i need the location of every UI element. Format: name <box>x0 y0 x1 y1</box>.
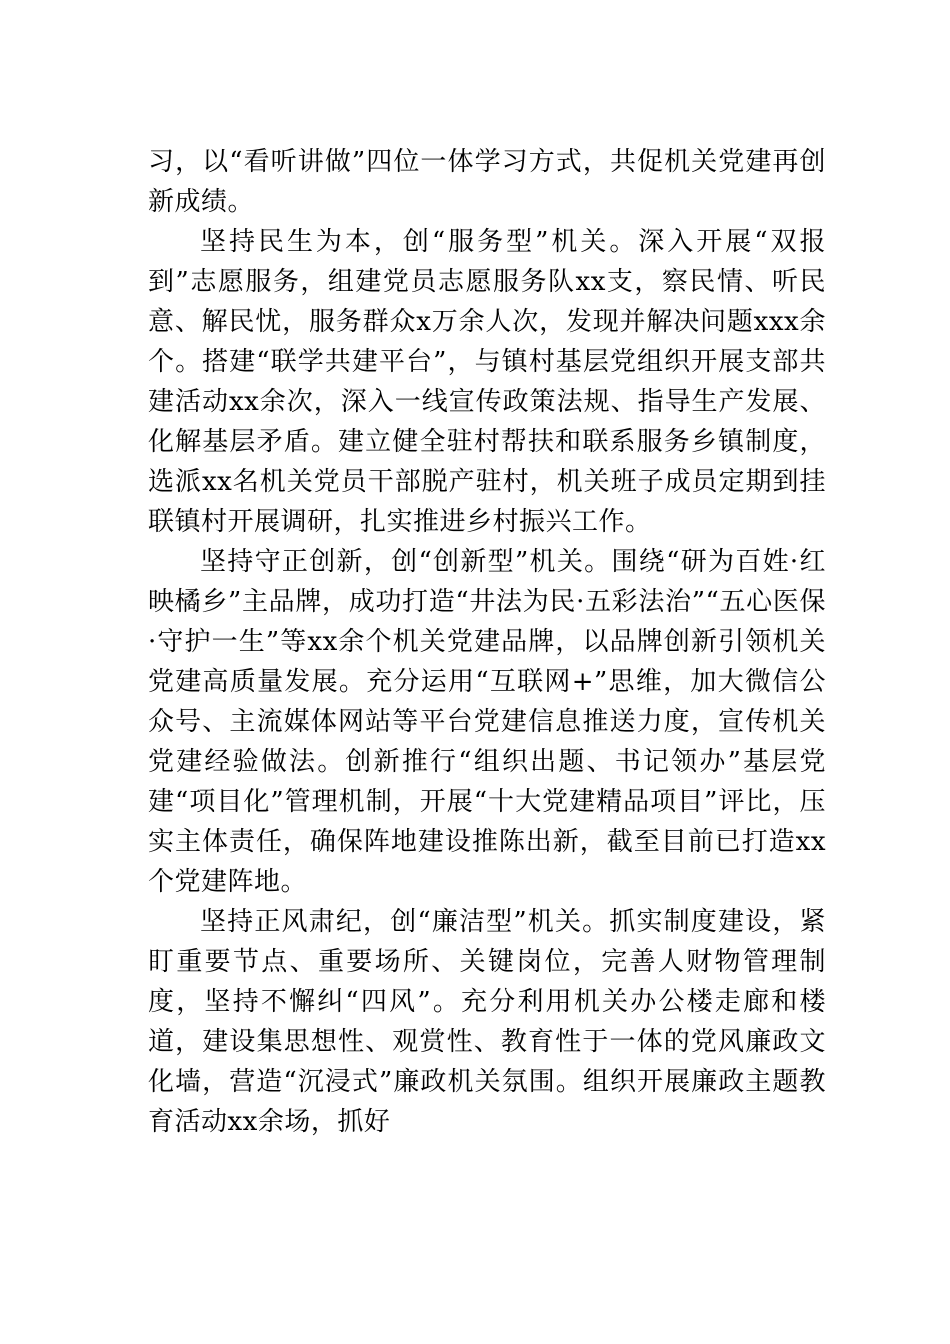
paragraph-service-oriented: 坚持民生为本，创“服务型”机关。深入开展“双报到”志愿服务，组建党员志愿服务队xx支，察民情、听民意、解民忧，服务群众x万余人次，发现并解决问题xxx余个。搭建“联学共建平台”，与镇村基层党组织开展支部共建活动xx余次，深入一线宣传政策法规、指导生产发展、化解基层矛盾。建立健全驻村帮扶和联系服务乡镇制度，选派xx名机关党员干部脱产驻村，机关班子成员定期到挂联镇村开展调研，扎实推进乡村振兴工作。 <box>148 227 826 537</box>
paragraph-integrity-oriented: 坚持正风肃纪，创“廉洁型”机关。抓实制度建设，紧盯重要节点、重要场所、关键岗位，完善人财物管理制度，坚持不懈纠“四风”。充分利用机关办公楼走廊和楼道，建设集思想性、观赏性、教育性于一体的党风廉政文化墙，营造“沉浸式”廉政机关氛围。组织开展廉政主题教育活动xx余场，抓好 <box>148 907 826 1137</box>
body-text <box>148 142 826 1142</box>
paragraph-innovation-oriented: 坚持守正创新，创“创新型”机关。围绕“研为百姓·红映橘乡”主品牌，成功打造“井法为民·五彩法治”“五心医保·守护一生”等xx余个机关党建品牌，以品牌创新引领机关党建高质量发展。充分运用“互联网+”思维，加大微信公众号、主流媒体网站等平台党建信息推送力度，宣传机关党建经验做法。创新推行“组织出题、书记领办”基层党建“项目化”管理机制，开展“十大党建精品项目”评比，压实主体责任，确保阵地建设推陈出新，截至目前已打造xx个党建阵地。 <box>148 547 826 897</box>
paragraph-continuation: 习，以“看听讲做”四位一体学习方式，共促机关党建再创新成绩。 <box>148 147 826 217</box>
